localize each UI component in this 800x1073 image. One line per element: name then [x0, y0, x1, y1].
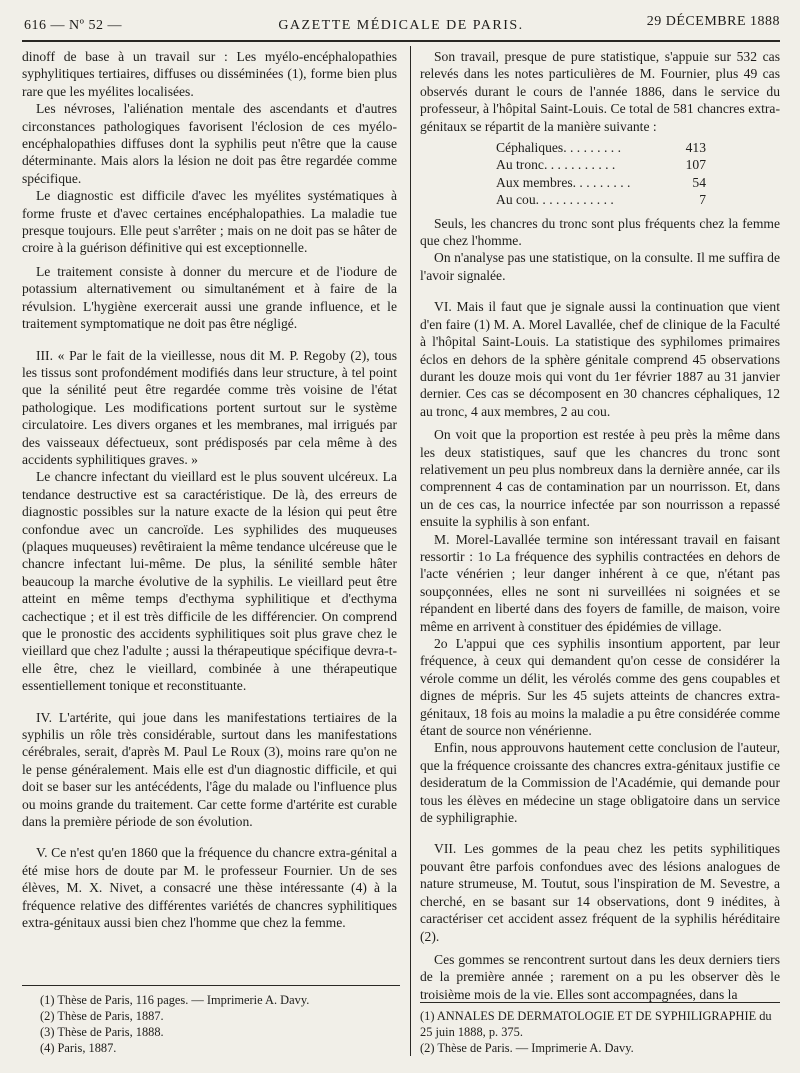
- statistics-table: [496, 139, 780, 209]
- footnote: (2) Thèse de Paris. — Imprimerie A. Davy.: [420, 1041, 634, 1055]
- stat-row: [496, 174, 706, 191]
- section-iii: III. « Par le fait de la vieillesse, nous dit M. P. Regoby (2), tous les tissus sont profondément modifiés dans leur structure, à tel point que la sénilité peut être regardée comme très voisine de l'état pathologique. Les modifications portent surtout sur le système circulatoire. Les divers organes et les membranes, mal irrigués par des vaisseaux défectueux, sont prédisposés par cela même à des accidents syphilitiques graves. »: [22, 347, 397, 467]
- stat-row: [496, 156, 706, 173]
- stat-label: Céphaliques. . . . . . . . .: [496, 140, 621, 156]
- paragraph: On n'analyse pas une statistique, on la consulte. Il me suffira de l'avoir signalée.: [420, 250, 780, 283]
- paragraph: Son travail, presque de pure statistique, s'appuie sur 532 cas relevés dans les notes particulières de M. Fournier, plus 49 cas observés durant le cours de l'année 1886, dans le service du professeur, à l'hôpital Saint-Louis. Ce total de 581 chancres extra-génitaux se répartit de la manière suivante :: [420, 49, 780, 134]
- footnote: (3) Thèse de Paris, 1888.: [40, 1025, 164, 1039]
- paragraph: 2o L'appui que ces syphilis insontium apportent, par leur fréquence, à ceux qui demandent qu'on cesse de considérer la vérole comme un délit, les vérolés comme des gens coupables et dignes de mépris. Sur les 45 sujets atteints de chancres extra-génitaux, 18 fois au moins la maladie a pu être considérée comme étant de source non vénérienne.: [420, 636, 780, 739]
- stat-label: Aux membres. . . . . . . . .: [496, 174, 631, 190]
- paragraph: Le diagnostic est difficile d'avec les myélites systématiques à forme fruste et d'avec certaines encéphalopathies. La maladie tue presque toujours. Elle peut s'arrêter ; mais on ne doit pas se hâter de croire à la guérison définitive qui est exceptionnelle.: [22, 188, 397, 256]
- paragraph: Le chancre infectant du vieillard est le plus souvent ulcéreux. La tendance destructive est sa caractéristique. De là, des erreurs de diagnostic possibles sur la nature exacte de la lésion qui peut être confondue avec un cancroïde. Les syphilides des muqueuses (plaques muqueuses) revêtiraient la même tendance ulcéreuse que le chancre infectant lui-même. De plus, la sénilité semble hâter beaucoup la marche évolutive de la syphilis. Le vieillard peut être atteint en même temps d'ecthyma syphilitique et d'ecthyma cachectique ; et il est très difficile de les différencier. On comprend que le pronostic des accidents syphilitiques soit plus grave chez le vieillard que chez l'adulte ; aussi la thérapeutique spécifique devra-t-elle être, chez le vieillard, combinée à une thérapeutique essentiellement tonique et reconstituante.: [22, 469, 397, 694]
- right-footnotes: [420, 1008, 780, 1056]
- paragraph: Ces gommes se rencontrent surtout dans les deux derniers tiers de la première année ; rarement on a pu les observer dès le troisième mois de la vie. Elles sont accompagnées, dans la: [420, 951, 780, 1002]
- left-column: [22, 48, 397, 932]
- stat-value: 7: [699, 192, 706, 208]
- footnote: (4) Paris, 1887.: [40, 1041, 117, 1055]
- paragraph: Les névroses, l'aliénation mentale des ascendants et d'autres circonstances pathologiques favorisent l'éclosion de ces myélo-encéphalopathies diffuses dont la syphilis peut n'être que la cause déterminante. Mais alors la lésion ne doit pas être regardée comme spécifique.: [22, 101, 397, 186]
- footnote-rule: [420, 1002, 780, 1003]
- paragraph: Seuls, les chancres du tronc sont plus fréquents chez la femme que chez l'homme.: [420, 215, 780, 249]
- stat-label: Au tronc. . . . . . . . . . .: [496, 157, 616, 173]
- header-rule: [22, 40, 780, 42]
- page-header: [22, 8, 780, 38]
- paragraph: M. Morel-Lavallée termine son intéressant travail en faisant ressortir : 1o La fréquence des syphilis contractées en dehors de l'acte vénérien ; leur danger inhérent à ce que, n'étant pas soupçonnées, elles ne sont ni surveillées ni soignées et se répandent en liberté dans des foyers de famille, de maison, voire même en arrivent à constituer des épidémies de village.: [420, 531, 780, 634]
- section-iv: IV. L'artérite, qui joue dans les manifestations tertiaires de la syphilis un rôle très considérable, surtout dans les manifestations cérébrales, serait, d'après M. Paul Le Roux (3), moins rare qu'on ne le pense généralement. Mais elle est d'un diagnostic difficile, et qui doit se baser sur les antécédents, l'âge du malade ou l'influence plus ou moins grande du traitement. Car cette forme d'artérite est curable dans la première période de son évolution.: [22, 709, 397, 830]
- footnote: (1) ANNALES DE DERMATOLOGIE ET DE SYPHILIGRAPHIE du 25 juin 1888, p. 375.: [420, 1009, 772, 1039]
- footnote: (2) Thèse de Paris, 1887.: [40, 1009, 164, 1023]
- page-number: 616 — Nº 52 —: [24, 18, 122, 33]
- stat-row: [496, 139, 706, 156]
- stat-value: 54: [692, 174, 706, 190]
- right-column: [420, 48, 780, 1003]
- issue-date: 29 DÉCEMBRE 1888: [646, 14, 780, 29]
- paragraph: Le traitement consiste à donner du mercure et de l'iodure de potassium alternativement ou simultanément et à faire de la révulsion. L'hygiène exercerait aussi une grande influence, et le traitement symptomatique ne doit pas être négligé.: [22, 263, 397, 332]
- stat-row: [496, 191, 706, 208]
- footnote-rule: [22, 985, 400, 986]
- section-v: V. Ce n'est qu'en 1860 que la fréquence du chancre extra-génital a été mise hors de doute par M. le professeur Fournier. Un de ses élèves, M. X. Nivet, a consacré une thèse intéressante (4) à la fréquence relative des différentes variétés de chancres syphilitiques extra-génitaux aussi bien chez l'homme que chez la femme.: [22, 845, 397, 931]
- left-footnotes: [40, 992, 385, 1056]
- section-vi: VI. Mais il faut que je signale aussi la continuation que vient d'en faire (1) M. A. Morel Lavallée, chef de clinique de la Faculté à l'hôpital Saint-Louis. La statistique des syphilomes primaires éclos en dehors de la sphère génitale comprend 45 observations durant les douze mois qui vont du 1er février 1887 au 31 janvier dernier. Ces cas se décomposent en 30 chancres céphaliques, 12 au tronc, 4 aux membres, 2 au cou.: [420, 299, 780, 419]
- paragraph: Enfin, nous approuvons hautement cette conclusion de l'auteur, que la fréquence croissante des chancres extra-génitaux justifie ce desideratum de la Commission de l'Académie, qui demande pour tous les élèves en médecine un stage obligatoire dans un service de syphiligraphie.: [420, 740, 780, 826]
- column-separator: [410, 46, 411, 1056]
- paragraph: On voit que la proportion est restée à peu près la même dans les deux statistiques, sauf que les chancres du tronc sont relativement un peu plus nombreux dans la dernière année, car ils comprennent 4 cas de contamination par un nourrisson. Et, dans un de ces cas, la nourrice infectée par son nourrisson a repassé ensuite la syphilis à son enfant.: [420, 427, 780, 530]
- journal-title: GAZETTE MÉDICALE DE PARIS.: [278, 18, 524, 33]
- footnote: (1) Thèse de Paris, 116 pages. — Imprimerie A. Davy.: [40, 993, 310, 1007]
- stat-label: Au cou. . . . . . . . . . . .: [496, 192, 614, 208]
- stat-value: 107: [685, 157, 706, 173]
- paragraph: dinoff de base à un travail sur : Les myélo-encéphalopathies syphylitiques tertiaires, diffuses ou disséminées (1), forme bien plus rare que les myélites localisées.: [22, 49, 397, 99]
- section-vii: VII. Les gommes de la peau chez les petits syphilitiques pouvant être parfois confondues avec des lésions analogues de nature strumeuse, M. Toutut, sous l'inspiration de M. Sevestre, a cherché, en se basant sur 14 observations, dont 9 inédites, à caractériser cet accident assez fréquent de la syphilis héréditaire (2).: [420, 841, 780, 944]
- stat-value: 413: [685, 140, 706, 156]
